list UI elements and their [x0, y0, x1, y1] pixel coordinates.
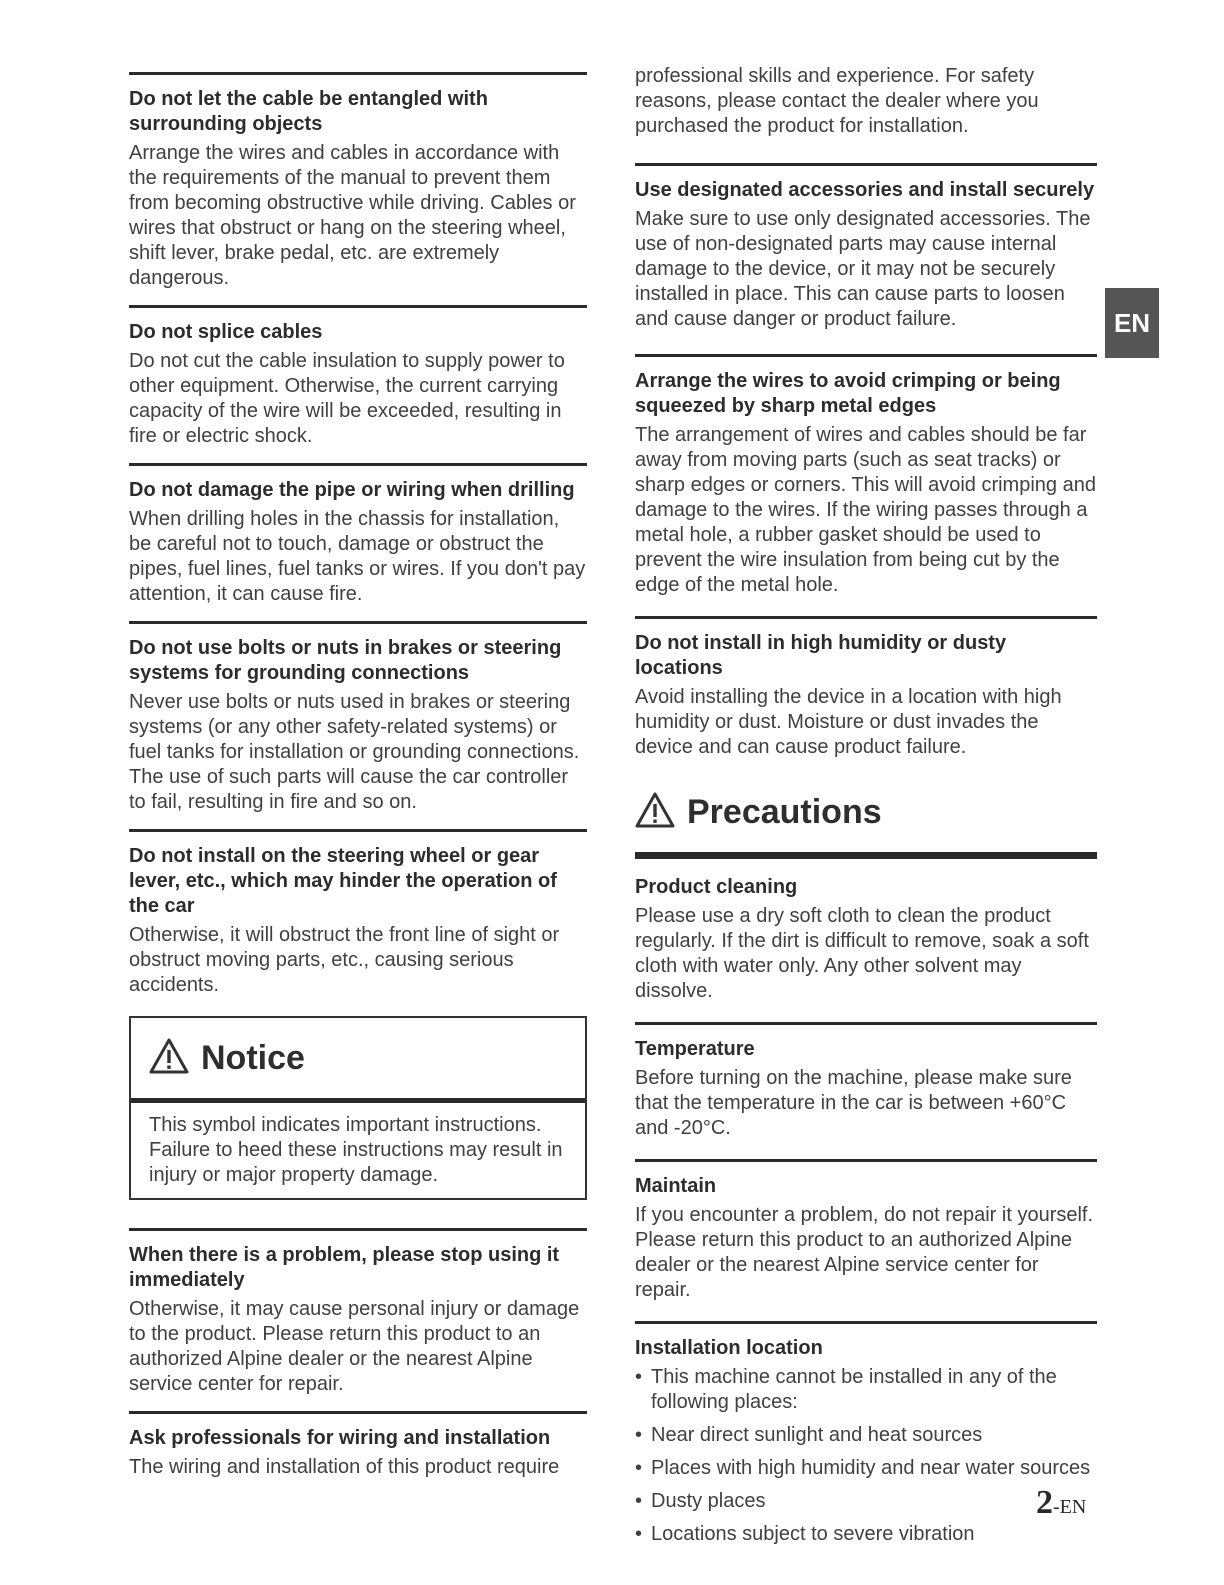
section-title: Use designated accessories and install securely — [635, 179, 1095, 201]
warning-triangle-icon — [149, 1038, 189, 1079]
notice-header — [131, 1018, 585, 1103]
section-title: Ask professionals for wiring and installation — [129, 1427, 551, 1449]
bullet-icon: • — [635, 1366, 643, 1388]
section-stop-using — [129, 1228, 587, 1397]
section-title: Temperature — [635, 1038, 755, 1060]
section-title: Do not splice cables — [129, 321, 323, 343]
section-body: The wiring and installation of this product require — [129, 1456, 560, 1478]
notice-body — [131, 1103, 585, 1198]
right-column — [635, 64, 1097, 1555]
section-body: Avoid installing the device in a location with high humidity or dust. Moisture or dust invades the device and can cause product failure. — [635, 686, 1062, 758]
language-tab: EN — [1105, 288, 1159, 358]
section-body: Otherwise, it may cause personal injury or damage to the product. Please return this product to an authorized Alpine dealer or the nearest Alpine service center for repair. — [129, 1298, 580, 1395]
installation-list — [635, 1365, 1097, 1547]
precautions-header — [635, 782, 1097, 859]
section-accessories — [635, 163, 1097, 332]
section-temperature — [635, 1022, 1097, 1141]
section-body: Otherwise, it will obstruct the front line of sight or obstruct moving parts, etc., causing serious accidents. — [129, 924, 560, 996]
notice-box — [129, 1016, 587, 1200]
section-cleaning — [635, 859, 1097, 1004]
section-title: Maintain — [635, 1175, 717, 1197]
section-professionals — [129, 1411, 587, 1480]
section-body: The arrangement of wires and cables should be far away from moving parts (such as seat tracks) or sharp edges or corners. This will avoid crimping and damage to the wires. If the wiring passes through a metal hole, a rubber gasket should be used to prevent the wire insulation from being cut by the edge of the metal hole. — [635, 424, 1096, 596]
section-title: When there is a problem, please stop using it immediately — [129, 1244, 560, 1291]
bullet-icon: • — [635, 1457, 643, 1479]
section-title: Do not let the cable be entangled with surrounding objects — [129, 88, 488, 135]
section-body: Please use a dry soft cloth to clean the product regularly. If the dirt is difficult to remove, soak a soft cloth with water only. Any other solvent may dissolve. — [635, 905, 1089, 1002]
list-item: • Dusty places — [635, 1490, 766, 1512]
section-body: If you encounter a problem, do not repair it yourself. Please return this product to an authorized Alpine dealer or the nearest Alpine service center for repair. — [635, 1204, 1094, 1301]
list-item: • This machine cannot be installed in any of the following places: — [635, 1366, 1057, 1413]
page-number-value: 2 — [1036, 1484, 1053, 1521]
section-drilling — [129, 463, 587, 607]
section-title: Installation location — [635, 1337, 823, 1359]
section-body: Before turning on the machine, please make sure that the temperature in the car is between +60°C and -20°C. — [635, 1067, 1072, 1139]
section-crimping — [635, 354, 1097, 598]
section-body: Never use bolts or nuts used in brakes or steering systems (or any other safety-related systems) or fuel tanks for installation or grounding connections. The use of such parts will cause the car controller to fail, resulting in fire and so on. — [129, 691, 580, 813]
section-humidity — [635, 616, 1097, 760]
section-body: When drilling holes in the chassis for installation, be careful not to touch, damage or obstruct the pipes, fuel lines, fuel tanks or wires. If you don't pay attention, it can cause fire. — [129, 508, 586, 605]
section-title: Do not use bolts or nuts in brakes or steering systems for grounding connections — [129, 637, 562, 684]
section-body: Make sure to use only designated accessories. The use of non-designated parts may cause internal damage to the device, or it may not be securely installed in place. This can cause parts to loosen and cause danger or product failure. — [635, 208, 1091, 330]
section-grounding — [129, 621, 587, 815]
section-entangle — [129, 72, 587, 291]
bullet-icon: • — [635, 1523, 643, 1545]
left-column — [129, 72, 587, 1480]
section-maintain — [635, 1159, 1097, 1303]
section-installation-location — [635, 1321, 1097, 1547]
notice-text: This symbol indicates important instructions. Failure to heed these instructions may result in injury or major property damage. — [149, 1114, 563, 1186]
section-title: Product cleaning — [635, 876, 798, 898]
section-title: Do not install on the steering wheel or gear lever, etc., which may hinder the operation of the car — [129, 845, 557, 917]
list-item: • Places with high humidity and near water sources — [635, 1457, 1091, 1479]
continuation-text-block — [635, 64, 1097, 139]
list-item: • Locations subject to severe vibration — [635, 1523, 975, 1545]
section-splice — [129, 305, 587, 449]
continuation-text: professional skills and experience. For safety reasons, please contact the dealer where you purchased the product for installation. — [635, 65, 1039, 137]
page-number — [1036, 1484, 1086, 1522]
warning-triangle-icon — [635, 792, 675, 833]
section-title: Arrange the wires to avoid crimping or being squeezed by sharp metal edges — [635, 370, 1061, 417]
section-steering — [129, 829, 587, 998]
section-title: Do not damage the pipe or wiring when drilling — [129, 479, 575, 501]
precautions-title: Precautions — [687, 792, 882, 831]
bullet-icon: • — [635, 1490, 643, 1512]
page-number-suffix: -EN — [1053, 1496, 1087, 1518]
section-title: Do not install in high humidity or dusty locations — [635, 632, 1007, 679]
bullet-icon: • — [635, 1424, 643, 1446]
section-body: Arrange the wires and cables in accordance with the requirements of the manual to prevent them from becoming obstructive while driving. Cables or wires that obstruct or hang on the steering wheel, shift lever, brake pedal, etc. are extremely dangerous. — [129, 142, 576, 289]
list-item: • Near direct sunlight and heat sources — [635, 1424, 983, 1446]
notice-title: Notice — [201, 1038, 305, 1077]
section-body: Do not cut the cable insulation to supply power to other equipment. Otherwise, the current carrying capacity of the wire will be exceeded, resulting in fire or electric shock. — [129, 350, 565, 447]
